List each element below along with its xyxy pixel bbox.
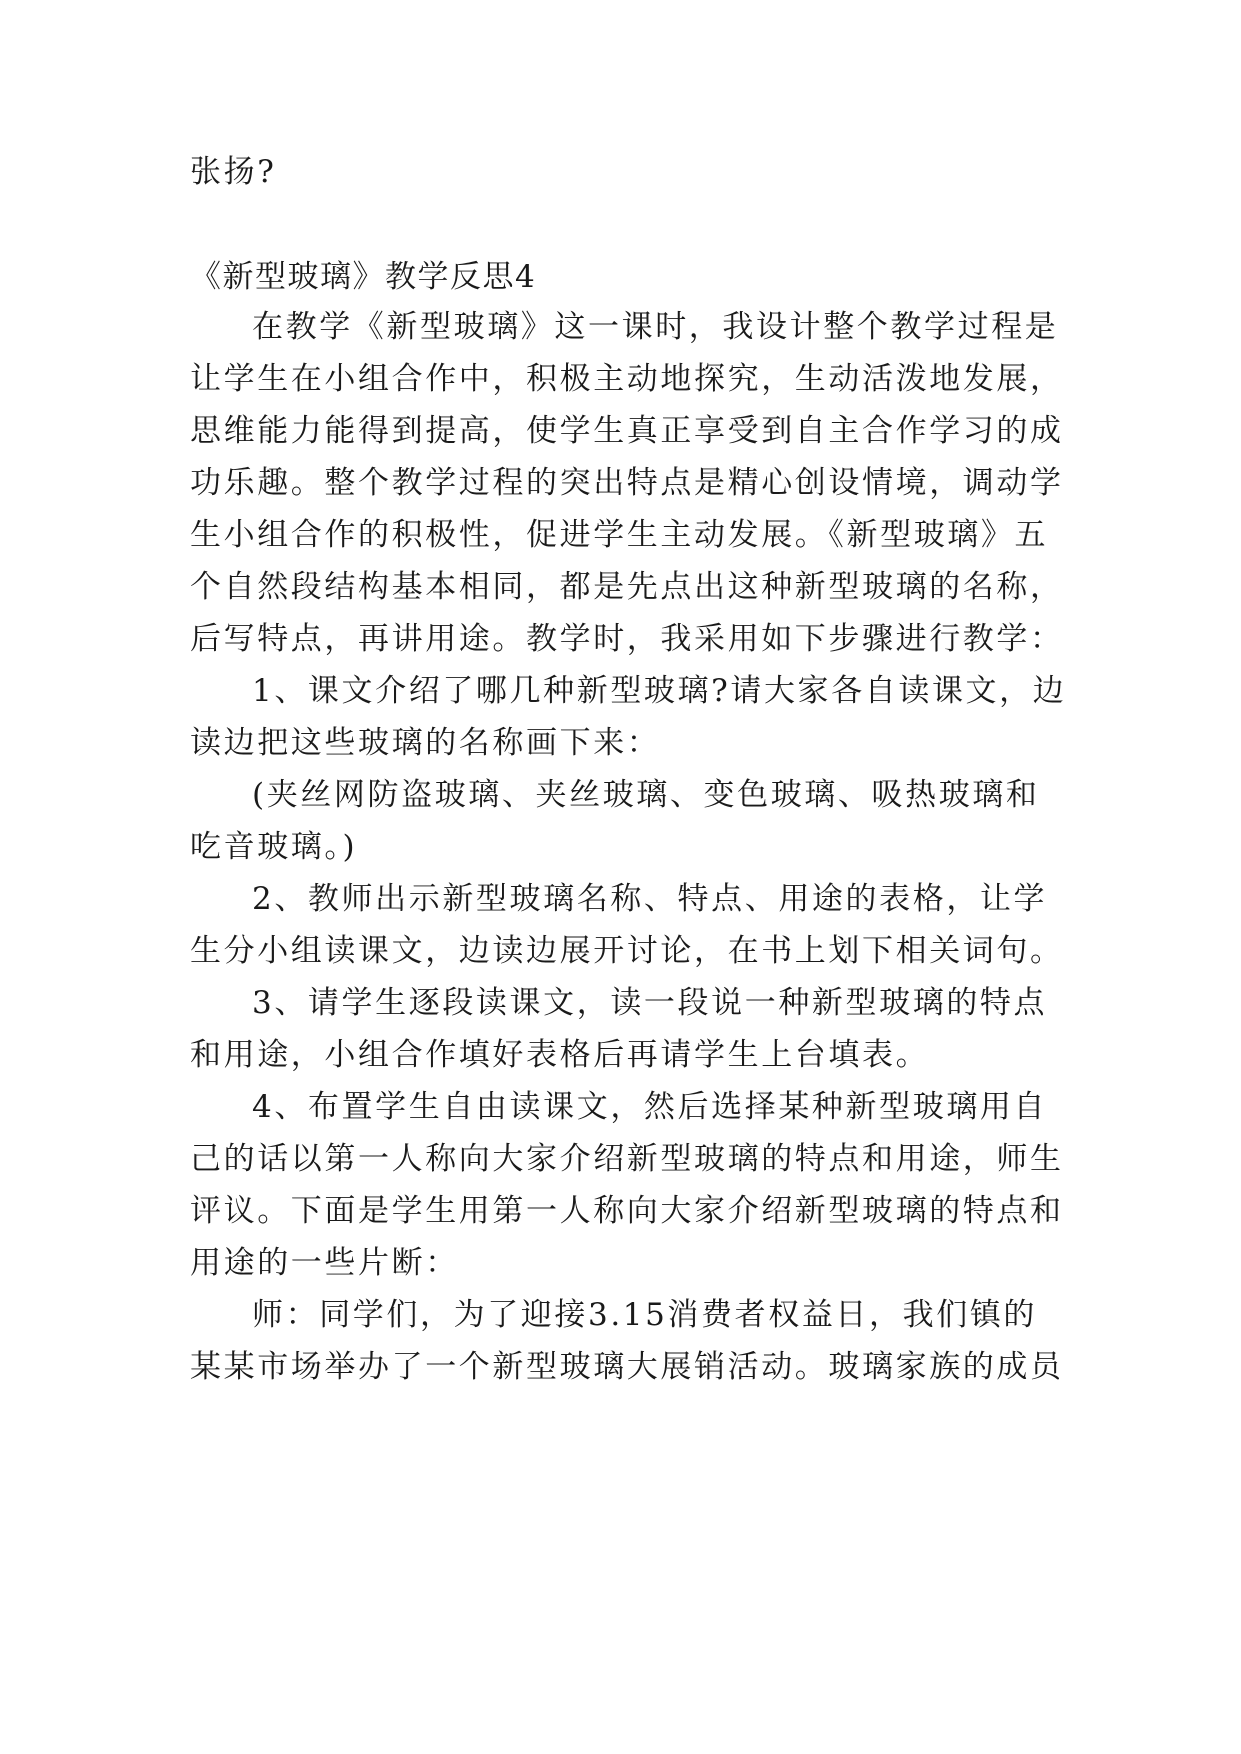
paragraph-line: 生小组合作的积极性，促进学生主动发展。《新型玻璃》五 [190,517,1049,553]
paragraph-line: 思维能力能得到提高，使学生真正享受到自主合作学习的成 [190,413,1064,449]
paragraph-line: 个自然段结构基本相同，都是先点出这种新型玻璃的名称， [190,569,1064,605]
paragraph-line: 师：同学们，为了迎接3.15消费者权益日，我们镇的 [252,1297,1038,1333]
paragraph-line: 吃音玻璃。) [190,829,358,865]
paragraph-line: 让学生在小组合作中，积极主动地探究，生动活泼地发展， [190,361,1064,397]
paragraph-line: 4、布置学生自由读课文，然后选择某种新型玻璃用自 [252,1089,1048,1125]
paragraph-line: 生分小组读课文，边读边展开讨论，在书上划下相关词句。 [190,933,1064,969]
paragraph-line: 某某市场举办了一个新型玻璃大展销活动。玻璃家族的成员 [190,1349,1064,1385]
paragraph-line: 和用途，小组合作填好表格后再请学生上台填表。 [190,1037,930,1073]
paragraph-line: 用途的一些片断： [190,1245,459,1281]
paragraph-line: 在教学《新型玻璃》这一课时，我设计整个教学过程是 [252,309,1059,345]
section-heading: 《新型玻璃》教学反思4 [190,259,537,295]
paragraph-line: 后写特点，再讲用途。教学时，我采用如下步骤进行教学： [190,621,1064,657]
paragraph-line: 1、课文介绍了哪几种新型玻璃?请大家各自读课文，边 [252,673,1067,709]
paragraph-line: 评议。下面是学生用第一人称向大家介绍新型玻璃的特点和 [190,1193,1064,1229]
paragraph-line: 功乐趣。整个教学过程的突出特点是精心创设情境，调动学 [190,465,1064,501]
paragraph-line: (夹丝网防盗玻璃、夹丝玻璃、变色玻璃、吸热玻璃和 [252,777,1040,813]
paragraph-line: 己的话以第一人称向大家介绍新型玻璃的特点和用途，师生 [190,1141,1064,1177]
paragraph-line: 2、教师出示新型玻璃名称、特点、用途的表格，让学 [252,881,1048,917]
paragraph-line: 读边把这些玻璃的名称画下来： [190,725,661,761]
text-line: 张扬? [190,154,277,190]
paragraph-line: 3、请学生逐段读课文，读一段说一种新型玻璃的特点 [252,985,1048,1021]
